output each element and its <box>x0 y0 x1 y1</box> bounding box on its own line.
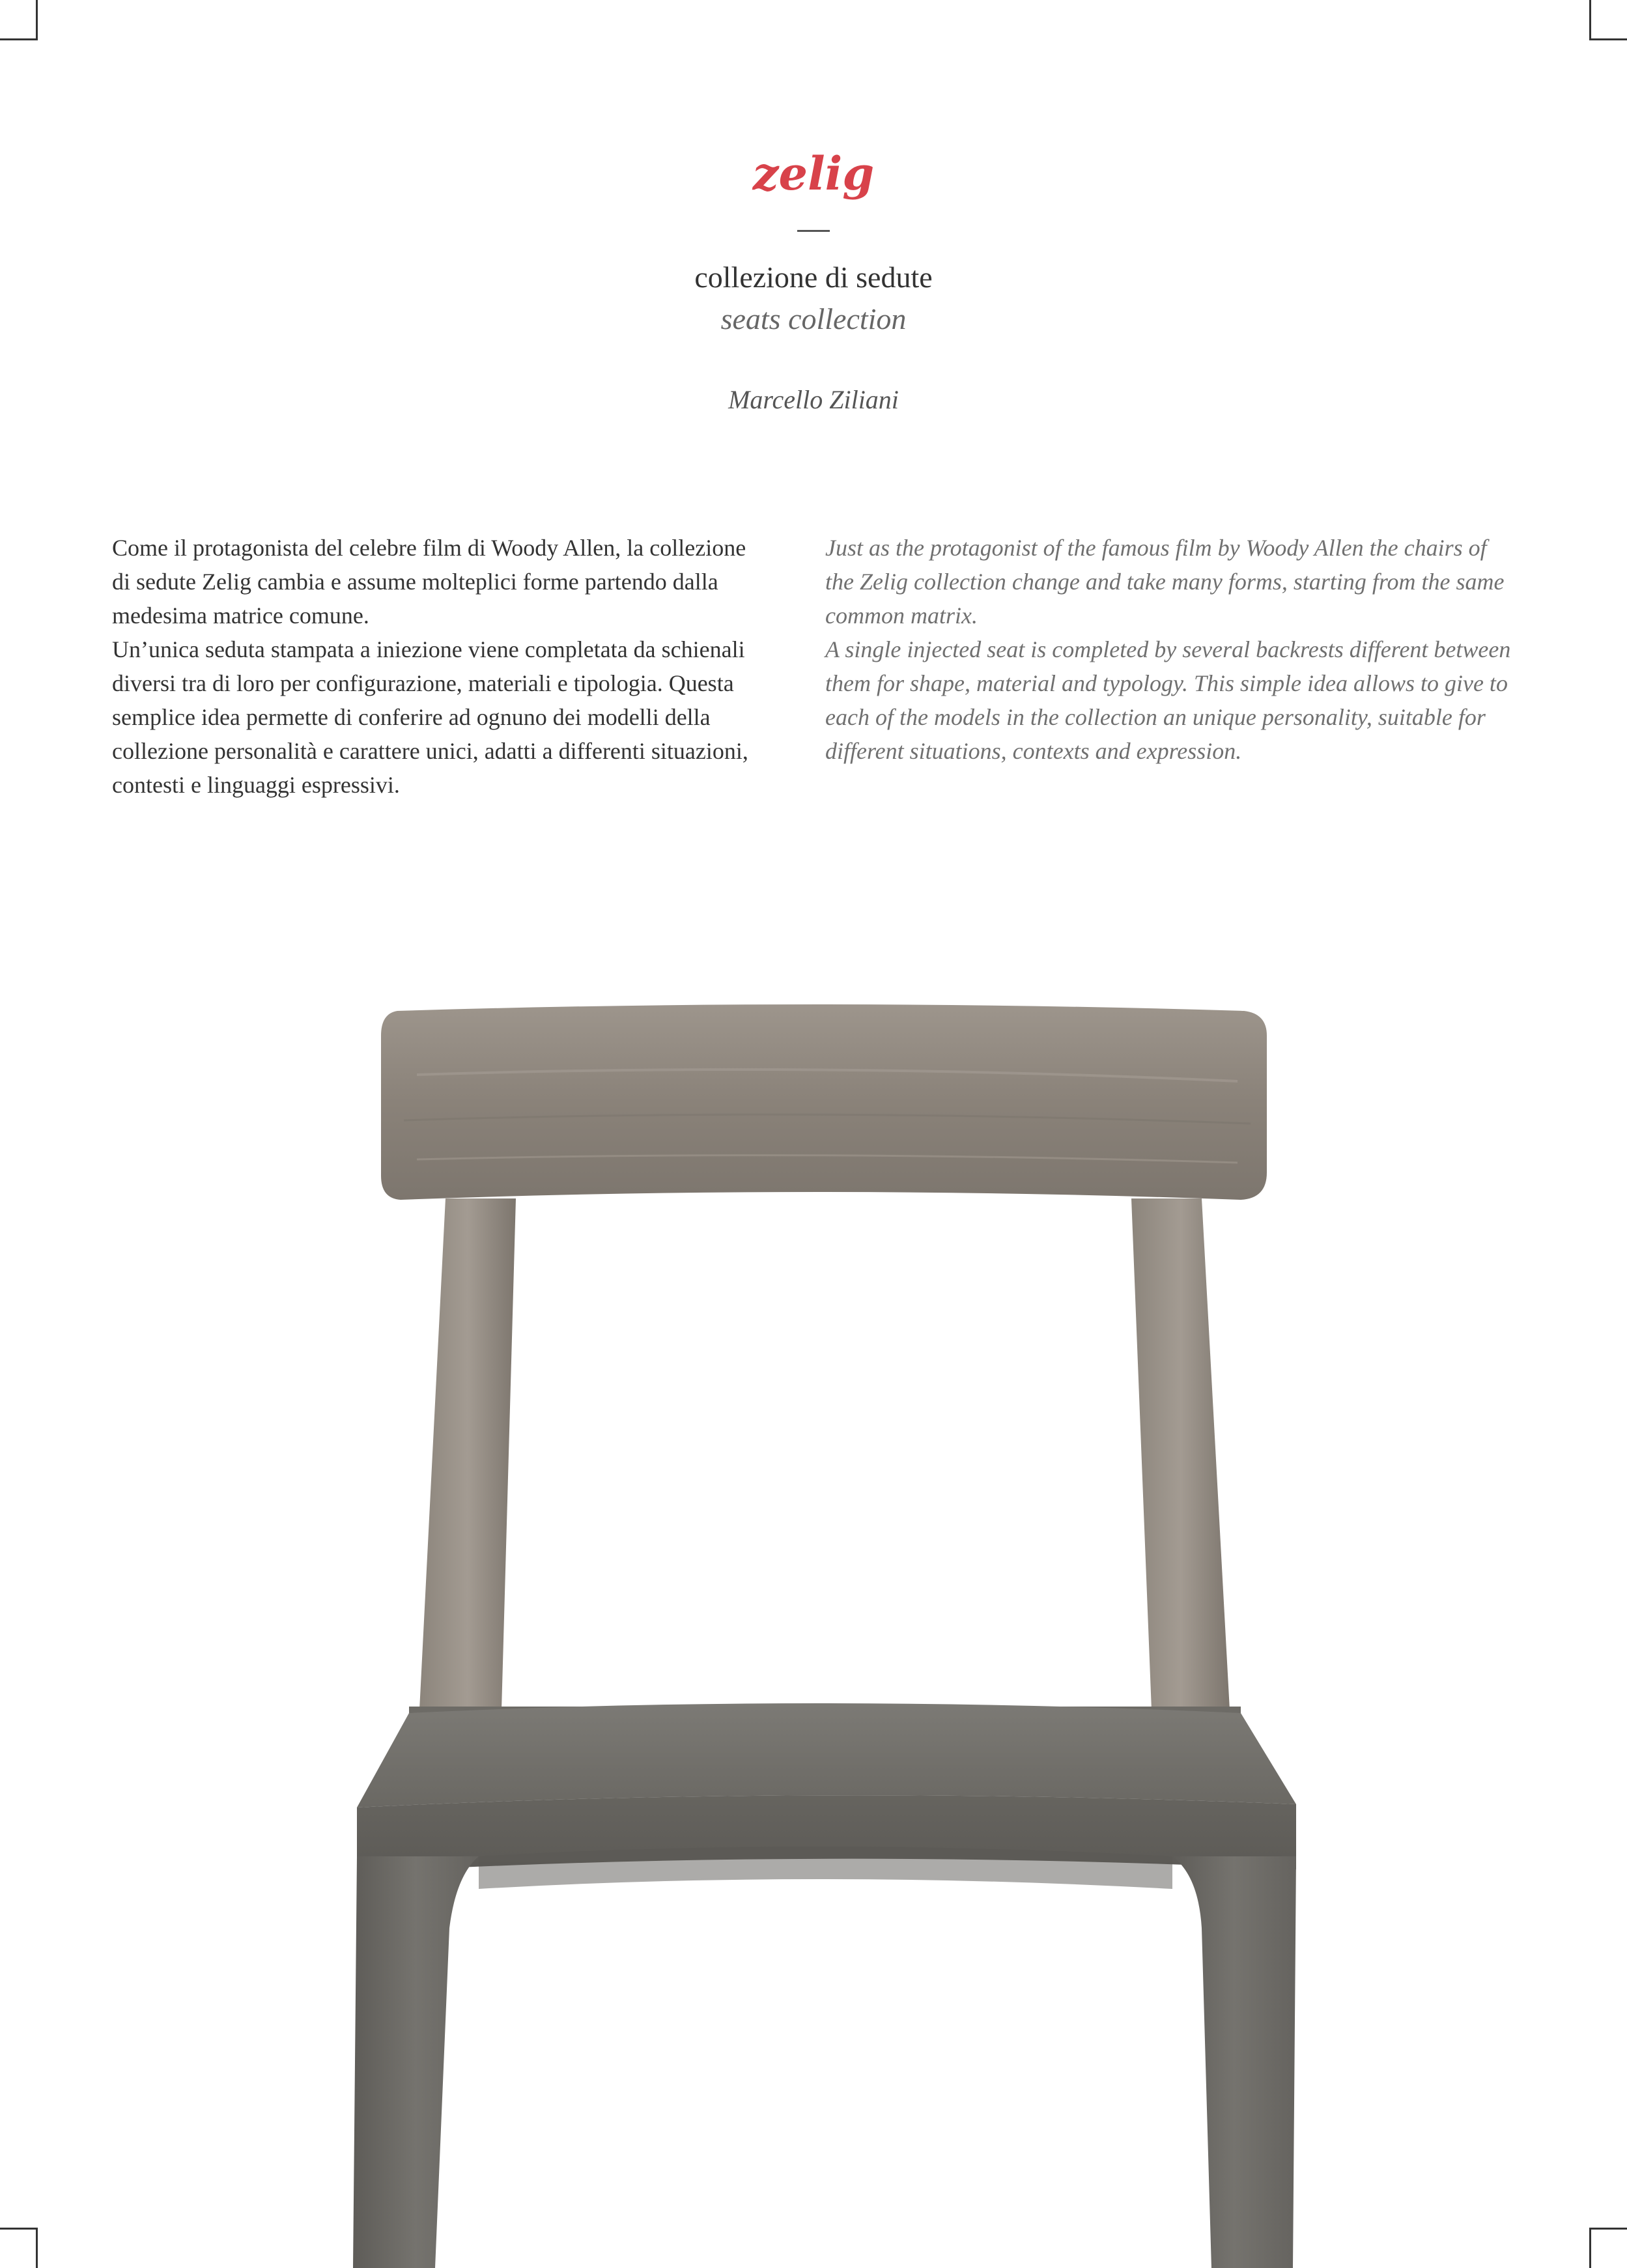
subtitle-english: seats collection <box>720 302 907 335</box>
chair-front-leg-right <box>1172 1856 1296 2268</box>
chair-backrest <box>381 1004 1267 1200</box>
designer-name: Marcello Ziliani <box>728 385 899 414</box>
brand-title: zelig <box>752 147 875 201</box>
english-paragraph-1: Just as the protagonist of the famous film by Woody Allen the chairs of the Zelig collection change and take many forms, starting from the same common matrix. <box>825 535 1505 629</box>
chair-back-leg-left <box>419 1198 516 1710</box>
english-paragraph-2: A single injected seat is completed by several backrests different between them for shape, material and typology. This simple idea allows to give to each of the models in the collection an unique personality, suitable for different situations, contexts and expression. <box>825 636 1511 764</box>
chair-seat-apron <box>479 1847 1172 1889</box>
italian-paragraph-2: Un’unica seduta stampata a iniezione viene completata da schienali diversi tra di loro per configurazione, materiali e tipologia. Questa semplice idea permette di conferire ad ognuno dei modelli della collezione personalità e carattere unici, adatti a differenti situazioni, contesti e linguaggi espressivi. <box>112 636 748 798</box>
subtitle-italian: collezione di sedute <box>694 261 933 294</box>
chair-back-leg-right <box>1131 1198 1230 1710</box>
chair-seat-top <box>357 1703 1296 1807</box>
italian-paragraph-1: Come il protagonista del celebre film di Woody Allen, la collezione di sedute Zelig cambia e assume molteplici forme partendo dalla medesima matrice comune. <box>112 535 746 629</box>
chair-front-leg-left <box>353 1856 479 2268</box>
